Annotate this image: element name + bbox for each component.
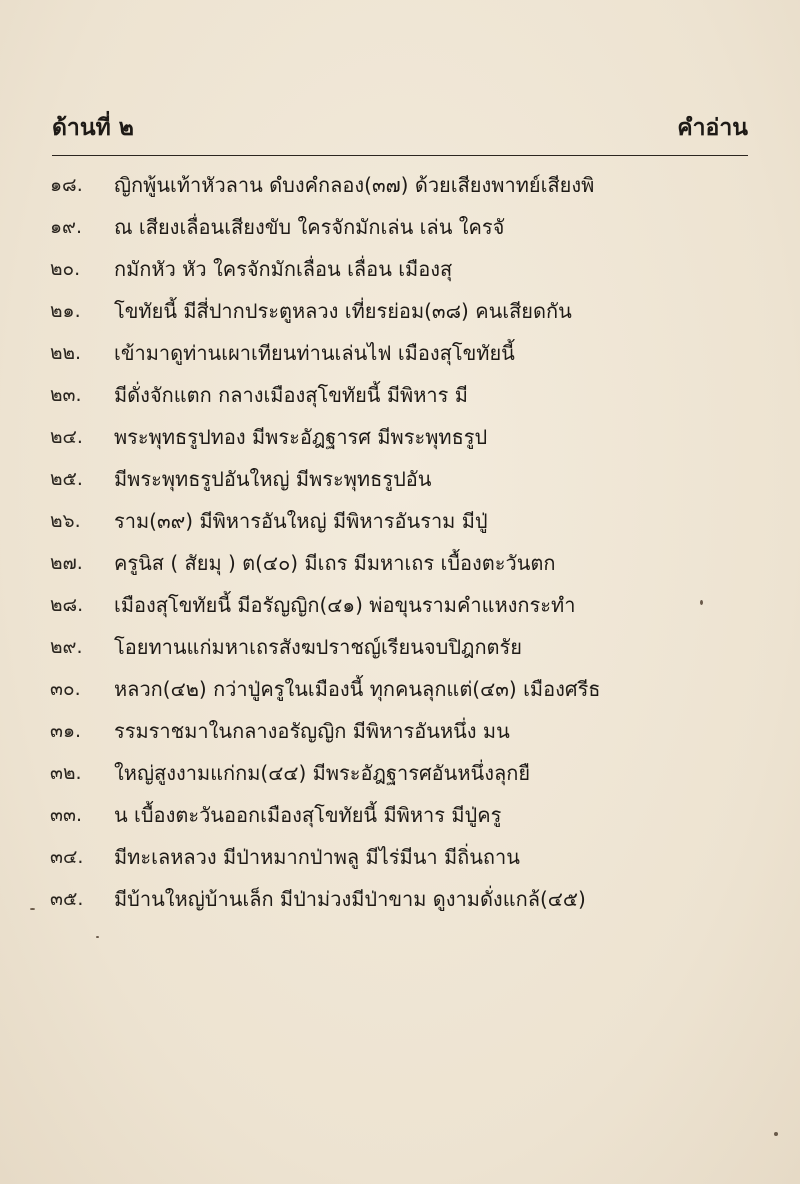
inscription-line [50, 752, 750, 794]
inscription-line [50, 542, 750, 584]
line-number: ๓๓. [50, 804, 83, 826]
line-number: ๑๙. [50, 216, 83, 238]
line-number: ๓๐. [50, 678, 81, 700]
inscription-line [50, 374, 750, 416]
inscription-line [50, 626, 750, 668]
line-text: ณ เสียงเลื่อนเสียงขับ ใครจักมักเล่น เล่น ใครจั [114, 215, 505, 239]
paper-speck [700, 600, 703, 605]
line-text: มีดั่งจักแตก กลางเมืองสุโขทัยนี้ มีพิหาร มี [114, 383, 468, 407]
line-text: กมักหัว หัว ใครจักมักเลื่อน เลื่อน เมืองสุ [114, 257, 453, 281]
line-number: ๒๔. [50, 426, 83, 448]
inscription-line [50, 206, 750, 248]
line-number: ๓๔. [50, 846, 84, 868]
line-number: ๒๕. [50, 468, 83, 490]
line-text: มีพระพุทธรูปอันใหญ่ มีพระพุทธรูปอัน [114, 467, 432, 491]
inscription-line [50, 332, 750, 374]
inscription-line [50, 500, 750, 542]
line-number: ๒๓. [50, 384, 82, 406]
inscription-line [50, 290, 750, 332]
inscription-line [50, 668, 750, 710]
line-number: ๓๒. [50, 762, 82, 784]
paper-speck [96, 936, 99, 938]
line-text: ญิกพู้นเท้าหัวลาน ดํบงคํกลอง(๓๗) ด้วยเสียงพาทย์เสียงพิ [114, 173, 595, 197]
line-text: น เบื้องตะวันออกเมืองสุโขทัยนี้ มีพิหาร มีปู่ครู [114, 803, 502, 827]
line-number: ๓๕. [50, 888, 84, 910]
inscription-line [50, 416, 750, 458]
line-text: เมืองสุโขทัยนี้ มีอรัญญิก(๔๑) พ่อขุนรามคำแหงกระทำ [114, 593, 576, 617]
paper-speck [774, 1132, 778, 1136]
line-number: ๒๒. [50, 342, 82, 364]
inscription-line [50, 794, 750, 836]
line-text: มีทะเลหลวง มีป่าหมากป่าพลู มีไร่มีนา มีถิ่นถาน [114, 845, 520, 869]
inscription-line [50, 248, 750, 290]
line-number: ๒๖. [50, 510, 81, 532]
line-number: ๒๘. [50, 594, 84, 616]
page-header [52, 108, 748, 148]
line-text: ราม(๓๙) มีพิหารอันใหญ่ มีพิหารอันราม มีปู่ [114, 509, 488, 533]
line-number: ๑๘. [50, 174, 83, 196]
line-number: ๒๗. [50, 552, 83, 574]
line-text: พระพุทธรูปทอง มีพระอัฎฐารศ มีพระพุทธรูป [114, 425, 488, 449]
inscription-line [50, 584, 750, 626]
inscription-lines [50, 164, 750, 920]
line-number: ๒๑. [50, 300, 81, 322]
line-text: รรมราชมาในกลางอรัญญิก มีพิหารอันหนึ่ง มน [114, 719, 510, 743]
line-text: เข้ามาดูท่านเผาเทียนท่านเล่นไฟ เมืองสุโขทัยนี้ [114, 341, 515, 365]
inscription-line [50, 878, 750, 920]
inscription-line [50, 710, 750, 752]
inscription-line [50, 164, 750, 206]
line-text: มีบ้านใหญ่บ้านเล็ก มีป่าม่วงมีป่าขาม ดูงามดั่งแกล้(๔๕) [114, 887, 586, 911]
line-text: ครูนิส ( สัยมุ ) ต(๔๐) มีเถร มีมหาเถร เบื้องตะวันตก [114, 551, 556, 575]
inscription-line [50, 458, 750, 500]
paper-speck [30, 908, 35, 910]
header-rule [52, 155, 748, 156]
inscription-line [50, 836, 750, 878]
header-section-label: คำอ่าน [677, 115, 748, 141]
line-number: ๒๙. [50, 636, 83, 658]
line-number: ๒๐. [50, 258, 81, 280]
line-number: ๓๑. [50, 720, 82, 742]
line-text: โขทัยนี้ มีสี่ปากประตูหลวง เที่ยรย่อม(๓๘) คนเสียดกัน [114, 299, 572, 323]
header-side-label: ด้านที่ ๒ [52, 115, 134, 141]
line-text: หลวก(๔๒) กว่าปู่ครูในเมืองนี้ ทุกคนลุกแต่(๔๓) เมืองศรีธ [114, 677, 601, 701]
line-text: ใหญ่สูงงามแก่กม(๔๔) มีพระอัฎฐารศอันหนึ่งลุกยื [114, 761, 531, 785]
line-text: โอยทานแก่มหาเถรสังฆปราชญ์เรียนจบปิฎกตรัย [114, 635, 523, 659]
